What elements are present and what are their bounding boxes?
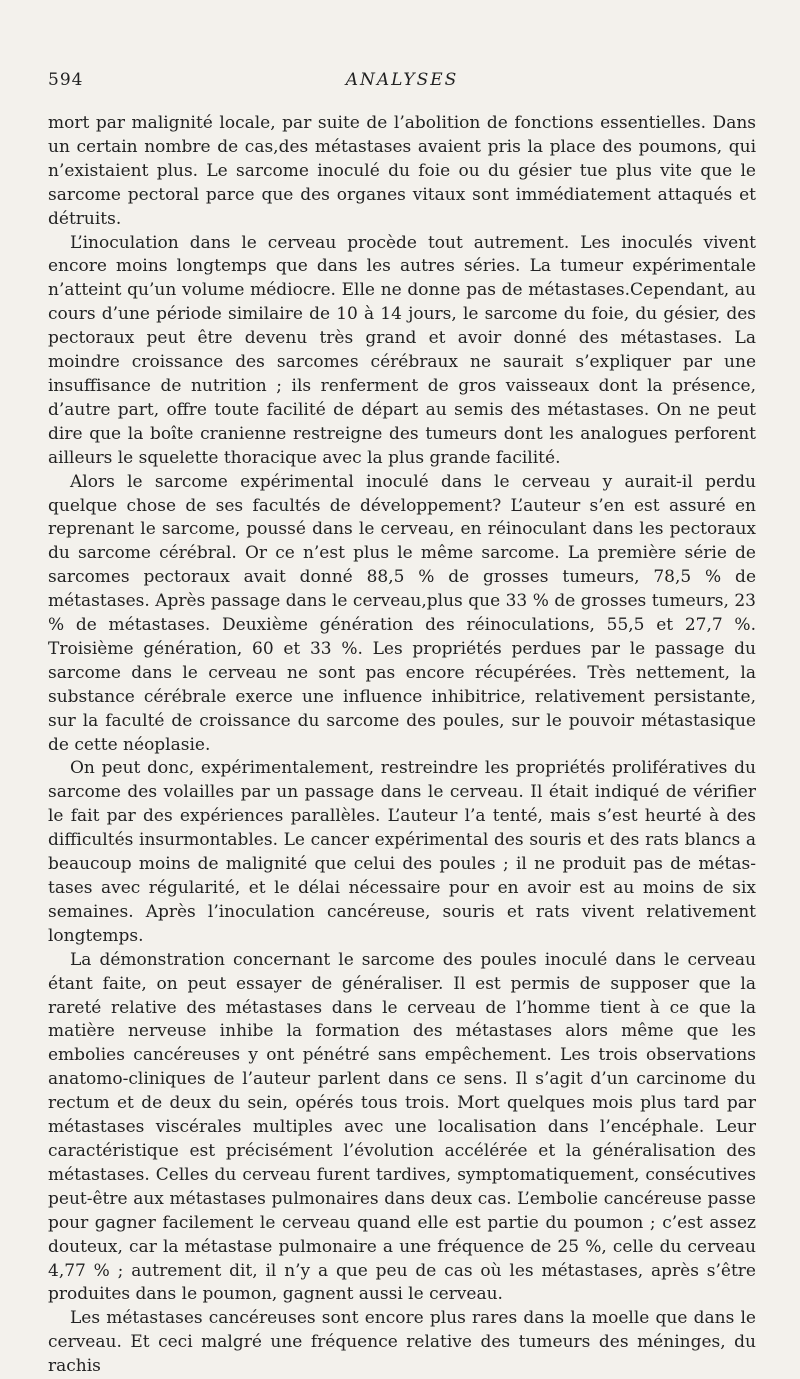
paragraph: La démonstration concernant le sarcome des poules inoculé dans le cerveau étant faite, on peut essayer de généraliser. Il est permis de supposer que la rareté relative des métastases dans le cerveau de l’homme tient à ce que la matière nerveuse inhibe la formation des métastases alors même que les embolies cancéreuses y ont pénétré sans empêchement. Les trois observations anatomo-cliniques de l’auteur parlent dans ce sens. Il s’agit d’un carcinome du rectum et de deux du sein, opérés tous trois. Mort quelques mois plus tard par métastases viscérales multiples avec une localisation dans l’encéphale. Leur caractéristique est précisément l’évolution accélérée et la généralisation des métastases. Celles du cerveau furent tardives, symptomatiquement, consécutives peut-être aux métastases pulmonaires dans deux cas. L’embolie cancéreuse passe pour gagner facilement le cerveau quand elle est partie du poumon ; c’est assez douteux, car la métastase pulmonaire a une fréquence de 25 %, celle du cerveau 4,77 % ; autrement dit, il n’y a que peu de cas où les métastases, après s’être produites dans le poumon, gagnent aussi le cerveau. xyxy=(48,949,756,1305)
paragraph: Alors le sarcome expérimental inoculé dans le cerveau y aurait-il perdu quelque chose de ses facultés de développement? L’auteur s’en est assuré en reprenant le sarcome, poussé dans le cerveau, en réinoculant dans les pectoraux du sarcome cérébral. Or ce n’est plus le même sarcome. La première série de sarcomes pectoraux avait donné 88,5 % de grosses tumeurs, 78,5 % de métastases. Après passage dans le cerveau,plus que 33 % de grosses tumeurs, 23 % de métastases. Deuxième génération des réinoculations, 55,5 et 27,7 %. Troisième génération, 60 et 33 %. Les propriétés perdues par le passage du sarcome dans le cerveau ne sont pas encore récupérées. Très nettement, la substance cérébrale exerce une influence inhibitrice, relativement persistante, sur la faculté de croissance du sarcome des poules, sur le pouvoir métastasique de cette néoplasie. xyxy=(48,471,756,755)
paragraph: L’inoculation dans le cerveau procède tout autrement. Les inoculés vivent encore moins longtemps que dans les autres séries. La tumeur expérimentale n’atteint qu’un volume médiocre. Elle ne donne pas de métastases.Cependant, au cours d’une période similaire de 10 à 14 jours, le sarcome du foie, du gésier, des pectoraux peut être devenu très grand et avoir donné des métastases. La moindre croissance des sarcomes cérébraux ne saurait s’expliquer par une insuffisance de nutrition ; ils renferment de gros vaisseaux dont la présence, d’autre part, offre toute facilité de départ au semis des métastases. On ne peut dire que la boîte cranienne restreigne des tumeurs dont les analogues perforent ailleurs le squelette thoracique avec la plus grande facilité. xyxy=(48,232,756,468)
body-text xyxy=(48,112,756,1379)
page-header xyxy=(48,70,756,98)
running-title: ANALYSES xyxy=(345,70,459,90)
page-number: 594 xyxy=(48,70,84,90)
paragraph: Les métastases cancéreuses sont encore plus rares dans la moelle que dans le cerveau. Et ceci malgré une fréquence relative des tumeurs des méninges, du rachis xyxy=(48,1308,756,1377)
paragraph: On peut donc, expérimentalement, restreindre les propriétés prolifératives du sarcome des volailles par un passage dans le cerveau. Il était indiqué de vérifier le fait par des expériences parallèles. L’auteur l’a tenté, mais s’est heurté à des difficultés insurmontables. Le cancer expérimental des souris et des rats blancs a beaucoup moins de malignité que celui des poules ; il ne produit pas de métastases avec régularité, et le délai nécessaire pour en avoir est au moins de six semaines. Après l’inoculation cancéreuse, souris et rats vivent relativement longtemps. xyxy=(48,758,756,946)
paragraph-continuation: mort par malignité locale, par suite de l’abolition de fonctions essentielles. Dans un certain nombre de cas,des métastases avaient pris la place des poumons, qui n’existaient plus. Le sarcome inoculé du foie ou du gésier tue plus vite que le sarcome pectoral parce que des organes vitaux sont immédiatement attaqués et détruits. xyxy=(48,113,756,229)
